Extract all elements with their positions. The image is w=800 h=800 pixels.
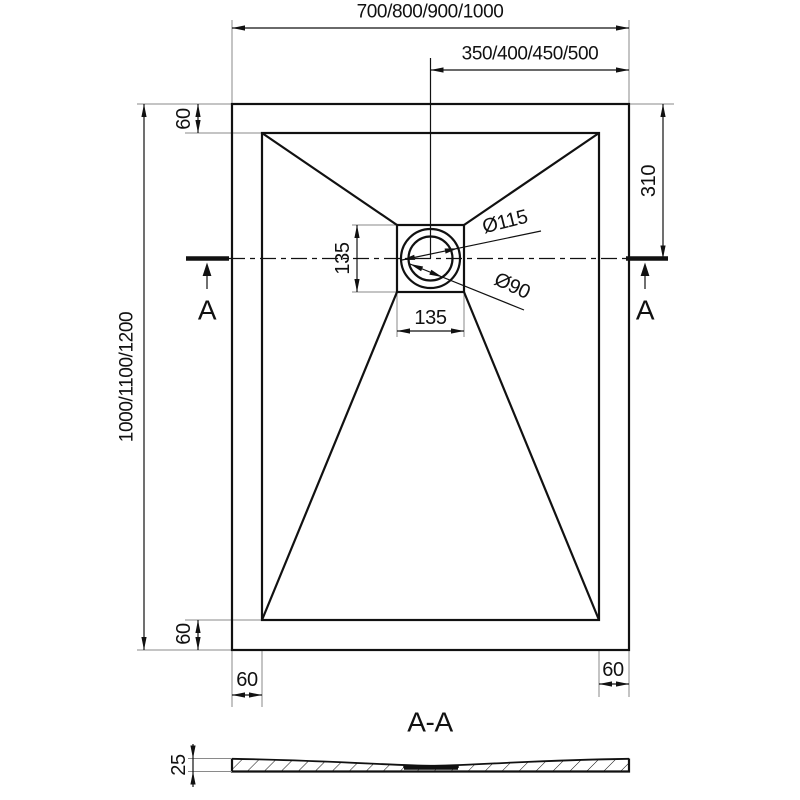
dim-overall-width: 700/800/900/1000 [356, 1, 504, 23]
dim-top-border: 60 [173, 108, 195, 130]
dim-drain-offset-right: 310 [638, 164, 660, 198]
dim-bottom-border: 60 [173, 623, 195, 645]
dim-overall-height: 1000/1100/1200 [116, 311, 138, 443]
label-drain-outer-diameter: Ø115 [480, 205, 530, 239]
dim-corner-bottom-right: 60 [602, 659, 624, 681]
section-title: A-A [407, 706, 453, 738]
dim-half-width: 350/400/450/500 [461, 43, 599, 65]
dim-tray-thickness: 25 [168, 754, 190, 776]
dim-drain-box-width: 135 [414, 307, 447, 329]
section-label-right: A [635, 294, 655, 326]
label-drain-inner-diameter: Ø90 [490, 268, 534, 304]
dim-corner-bottom-left: 60 [236, 669, 258, 691]
dim-drain-box-height: 135 [332, 242, 354, 275]
section-label-left: A [197, 294, 217, 326]
